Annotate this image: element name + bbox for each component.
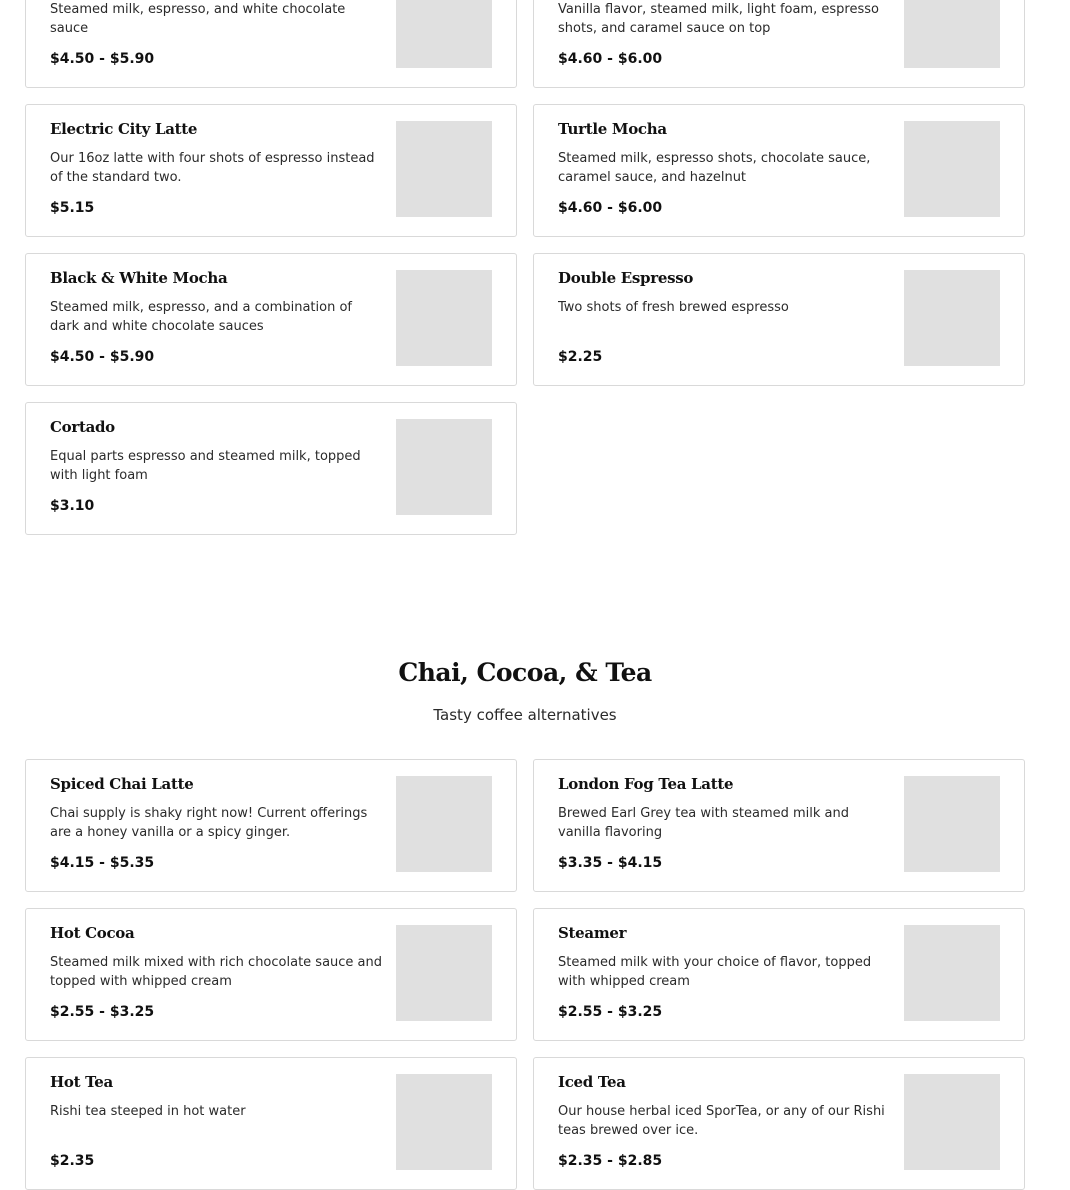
menu-item-info <box>50 268 385 374</box>
menu-item-name: Hot Cocoa <box>50 924 135 942</box>
menu-item-price: $4.60 - $6.00 <box>558 51 663 67</box>
menu-item-name: Spiced Chai Latte <box>50 775 194 793</box>
menu-item-image <box>396 0 492 68</box>
section-title: Chai, Cocoa, & Tea <box>398 658 652 687</box>
chai-menu-grid <box>25 759 1025 1190</box>
menu-item-card[interactable] <box>25 253 517 386</box>
menu-item-description: Two shots of fresh brewed espresso <box>558 300 789 315</box>
menu-item-description: Steamed milk, espresso, and white chocolate sauce <box>50 2 346 36</box>
menu-item-description: Rishi tea steeped in hot water <box>50 1104 246 1119</box>
menu-item-info <box>50 923 385 1029</box>
menu-item-image <box>396 419 492 515</box>
menu-item-info <box>50 417 385 523</box>
menu-item-description: Vanilla flavor, steamed milk, light foam, espresso shots, and caramel sauce on top <box>558 2 879 36</box>
menu-item-description: Steamed milk mixed with rich chocolate sauce and topped with whipped cream <box>50 955 383 989</box>
menu-item-info <box>50 119 385 225</box>
menu-item-image <box>396 1074 492 1170</box>
menu-item-image <box>904 270 1000 366</box>
menu-item-image <box>904 0 1000 68</box>
menu-item-name: Electric City Latte <box>50 120 198 138</box>
menu-item-name: Iced Tea <box>558 1073 626 1091</box>
menu-item-info <box>558 1072 893 1178</box>
menu-item-image <box>904 925 1000 1021</box>
menu-item-description: Equal parts espresso and steamed milk, topped with light foam <box>50 449 361 483</box>
menu-item-name: London Fog Tea Latte <box>558 775 734 793</box>
menu-item-price: $2.35 <box>50 1153 95 1169</box>
menu-item-image <box>396 925 492 1021</box>
menu-item-card[interactable] <box>25 402 517 535</box>
menu-item-price: $2.55 - $3.25 <box>558 1004 663 1020</box>
menu-item-price: $4.50 - $5.90 <box>50 51 155 67</box>
menu-item-description: Our house herbal iced SporTea, or any of our Rishi teas brewed over ice. <box>558 1104 885 1138</box>
menu-item-card[interactable] <box>533 1057 1025 1190</box>
menu-item-card[interactable] <box>533 253 1025 386</box>
menu-item-price: $3.10 <box>50 498 95 514</box>
espresso-menu-grid <box>25 0 1025 535</box>
menu-item-card[interactable] <box>533 0 1025 88</box>
menu-item-image <box>904 1074 1000 1170</box>
menu-item-info <box>558 0 893 76</box>
menu-item-description: Brewed Earl Grey tea with steamed milk and vanilla flavoring <box>558 806 850 840</box>
menu-item-card[interactable] <box>533 908 1025 1041</box>
menu-item-price: $4.60 - $6.00 <box>558 200 663 216</box>
menu-item-card[interactable] <box>533 759 1025 892</box>
menu-item-card[interactable] <box>25 0 517 88</box>
menu-item-description: Steamed milk with your choice of flavor, topped with whipped cream <box>558 955 872 989</box>
menu-item-name: Turtle Mocha <box>558 120 667 138</box>
menu-item-price: $4.50 - $5.90 <box>50 349 155 365</box>
menu-item-info <box>558 923 893 1029</box>
menu-item-price: $2.55 - $3.25 <box>50 1004 155 1020</box>
menu-item-image <box>396 776 492 872</box>
menu-item-card[interactable] <box>25 759 517 892</box>
menu-item-name: Steamer <box>558 924 627 942</box>
menu-item-info <box>50 0 385 76</box>
menu-item-description: Steamed milk, espresso, and a combination of dark and white chocolate sauces <box>50 300 352 334</box>
menu-item-image <box>904 776 1000 872</box>
menu-item-info <box>558 119 893 225</box>
menu-item-card[interactable] <box>25 1057 517 1190</box>
menu-item-name: Hot Tea <box>50 1073 113 1091</box>
menu-item-description: Steamed milk, espresso shots, chocolate sauce, caramel sauce, and hazelnut <box>558 151 871 185</box>
menu-item-info <box>558 268 893 374</box>
menu-item-info <box>50 1072 385 1178</box>
menu-item-card[interactable] <box>25 104 517 237</box>
menu-item-image <box>396 270 492 366</box>
menu-item-name: Cortado <box>50 418 115 436</box>
section-subtitle: Tasty coffee alternatives <box>433 706 617 724</box>
menu-item-price: $3.35 - $4.15 <box>558 855 663 871</box>
menu-item-price: $5.15 <box>50 200 95 216</box>
menu-item-description: Chai supply is shaky right now! Current offerings are a honey vanilla or a spicy ginger. <box>50 806 368 840</box>
menu-item-price: $2.25 <box>558 349 603 365</box>
menu-item-card[interactable] <box>25 908 517 1041</box>
menu-item-info <box>558 774 893 880</box>
menu-item-price: $2.35 - $2.85 <box>558 1153 663 1169</box>
menu-item-card[interactable] <box>533 104 1025 237</box>
menu-item-info <box>50 774 385 880</box>
menu-item-price: $4.15 - $5.35 <box>50 855 155 871</box>
menu-item-name: Black & White Mocha <box>50 269 228 287</box>
menu-item-description: Our 16oz latte with four shots of espresso instead of the standard two. <box>50 151 375 185</box>
menu-item-image <box>396 121 492 217</box>
menu-item-name: Double Espresso <box>558 269 694 287</box>
menu-item-image <box>904 121 1000 217</box>
